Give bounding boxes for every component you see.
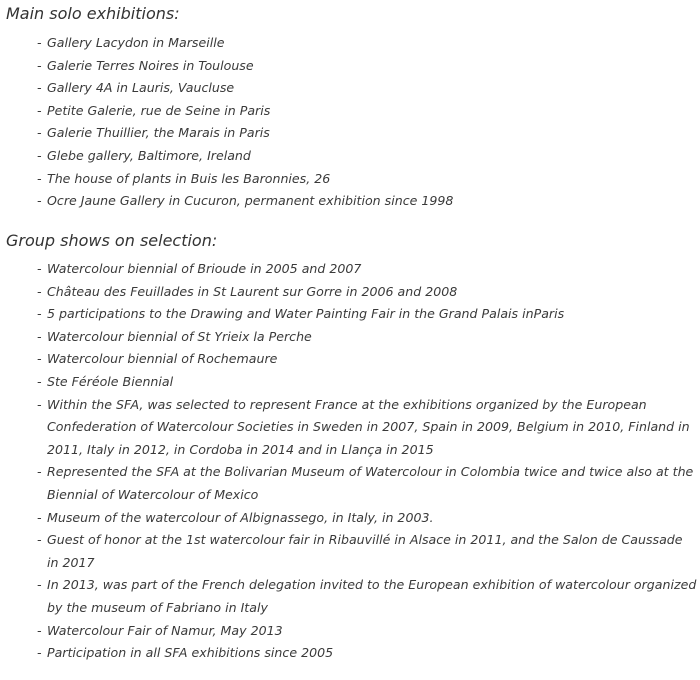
list-item-text: Watercolour biennial of St Yrieix la Perche — [47, 328, 312, 344]
solo-exhibitions-heading: Main solo exhibitions: — [6, 4, 180, 23]
list-item-text: Galerie Thuillier, the Marais in Paris — [47, 125, 270, 141]
list-item — [37, 168, 697, 191]
list-item — [37, 32, 697, 55]
list-item — [37, 122, 697, 145]
bullet-dash: - — [37, 193, 42, 209]
group-shows-heading: Group shows on selection: — [6, 231, 218, 250]
list-item — [37, 461, 697, 506]
bullet-dash: - — [37, 35, 42, 50]
bullet-dash: - — [37, 170, 42, 186]
list-item-text: Participation in all SFA exhibitions since 2005 — [47, 645, 334, 661]
bullet-dash: - — [37, 351, 42, 367]
list-item — [37, 326, 697, 349]
list-item — [37, 642, 697, 665]
list-item — [37, 281, 697, 304]
solo-exhibitions-list — [37, 32, 697, 213]
list-item-text: Watercolour Fair of Namur, May 2013 — [47, 622, 283, 638]
list-item-text: Watercolour biennial of Brioude in 2005 and 2007 — [47, 261, 362, 276]
list-item — [37, 77, 697, 100]
bullet-dash: - — [37, 283, 42, 299]
bullet-dash: - — [37, 396, 42, 412]
list-item — [37, 348, 697, 371]
list-item-text: Château des Feuillades in St Laurent sur Gorre in 2006 and 2008 — [47, 283, 458, 299]
bullet-dash: - — [37, 532, 42, 548]
bullet-dash: - — [37, 80, 42, 96]
list-item-text: Gallery 4A in Lauris, Vaucluse — [47, 80, 235, 96]
list-item — [37, 371, 697, 394]
bullet-dash: - — [37, 509, 42, 525]
list-item — [37, 100, 697, 123]
list-item-text: Petite Galerie, rue de Seine in Paris — [47, 102, 271, 118]
bullet-dash: - — [37, 645, 42, 661]
list-item-text: Guest of honor at the 1st watercolour fair in Ribauvillé in Alsace in 2011, and the Salon de Caussade in 2017 — [47, 532, 683, 570]
group-shows-list — [37, 258, 697, 665]
list-item-text: Galerie Terres Noires in Toulouse — [47, 57, 254, 73]
list-item — [37, 507, 697, 530]
list-item — [37, 145, 697, 168]
bullet-dash: - — [37, 147, 42, 163]
list-item — [37, 258, 697, 281]
bullet-dash: - — [37, 306, 42, 322]
bullet-dash: - — [37, 464, 42, 480]
list-item — [37, 620, 697, 643]
list-item-text: Watercolour biennial of Rochemaure — [47, 351, 278, 367]
bullet-dash: - — [37, 102, 42, 118]
list-item — [37, 55, 697, 78]
list-item — [37, 394, 697, 462]
bullet-dash: - — [37, 261, 42, 276]
list-item-text: 5 participations to the Drawing and Water Painting Fair in the Grand Palais inParis — [47, 306, 565, 322]
bullet-dash: - — [37, 577, 42, 593]
bullet-dash: - — [37, 125, 42, 141]
bullet-dash: - — [37, 622, 42, 638]
list-item-text: Ocre Jaune Gallery in Cucuron, permanent exhibition since 1998 — [47, 193, 454, 209]
list-item-text: Museum of the watercolour of Albignassego, in Italy, in 2003. — [47, 509, 434, 525]
list-item — [37, 303, 697, 326]
list-item-text: Gallery Lacydon in Marseille — [47, 35, 225, 50]
list-item — [37, 190, 697, 213]
list-item-text: Represented the SFA at the Bolivarian Museum of Watercolour in Colombia twice and twice also at the Biennial of Watercolour of Mexico — [47, 464, 694, 502]
list-item-text: The house of plants in Buis les Baronnies, 26 — [47, 170, 331, 186]
list-item-text: In 2013, was part of the French delegation invited to the European exhibition of watercolour organized by the museum of Fabriano in Italy — [47, 577, 697, 615]
list-item — [37, 529, 697, 574]
bullet-dash: - — [37, 328, 42, 344]
list-item-text: Ste Féréole Biennial — [47, 373, 174, 389]
bullet-dash: - — [37, 57, 42, 73]
list-item — [37, 574, 697, 619]
list-item-text: Within the SFA, was selected to represent France at the exhibitions organized by the European Confederation of Watercolour Societies in Sweden in 2007, Spain in 2009, Belgium in 2010, Finland in 2011, Italy in 2012, in Cordoba in 2014 and in Llança in 2015 — [47, 396, 690, 457]
list-item-text: Glebe gallery, Baltimore, Ireland — [47, 147, 251, 163]
bullet-dash: - — [37, 373, 42, 389]
